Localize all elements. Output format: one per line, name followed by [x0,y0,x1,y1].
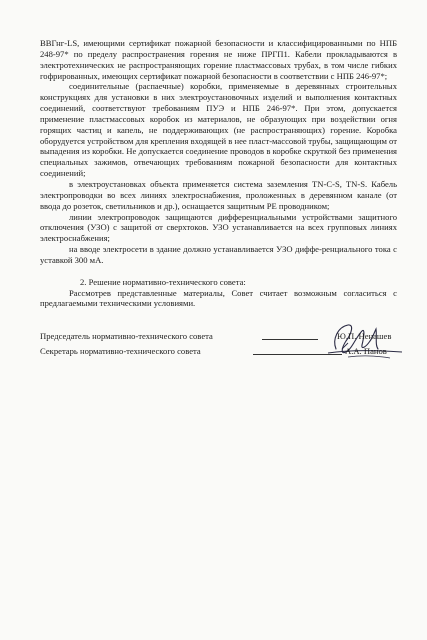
paragraph-rcd-protection: линии электропроводок защищаются дифференциальными устройствами защитного отключения (УЗО) с защитой от сверхтоков. УЗО устанавливается на всех групповых линиях электроснабжения; [40,211,397,244]
paragraph-grounding-system: в электроустановках объекта применяется система заземления TN-C-S, TN-S. Кабель электропроводки во всех линиях электроснабжения, проложенных в деревянном канале (от ввода до розеток, светильников и др.), оснащается защитным РЕ проводником; [40,178,397,211]
signature-row-secretary [40,346,397,361]
paragraph-junction-boxes: соединительные (распаечные) коробки, применяемые в деревянных строительных конструкциях для установки в них электроустановочных изделий и выполнения контактных соединений, соответствуют требованиям ПУЭ и НПБ 246-97*. При этом, допускается применение пластмассовых коробок из материалов, не образующих при воздействии огня горящих частиц и капель, не поддерживающих (не распространяющих) горение. Коробка оборудуется устройством для крепления входящей в нее пласт-массовой трубы, защищающим от выпадения из коробки. Не допускается соединение проводов в коробке скруткой без применения специальных зажимов, отвечающих требованиям пожарной безопасности для контактных соединений; [40,81,397,179]
signature-role: Секретарь нормативно-технического совета [40,346,201,357]
signature-line [262,339,318,340]
section-heading: 2. Решение нормативно-технического совета: [80,276,246,287]
paragraph-cable-requirements: ВВГнг-LS, имеющими сертификат пожарной безопасности и классифицированными по НПБ 248-97* по пределу распространения горения не ниже ПРГП1. Кабели прокладываются в электротехнических не распространяющих горение пластмассовых трубах, в том числе гибких гофрированных, имеющих сертификат пожарной безопасности в соответствии с НПБ 246-97*; [40,38,397,81]
paragraph-input-rcd: на вводе электросети в здание должно устанавливается УЗО диффе-ренциального тока с уставкой 300 мА. [40,244,397,265]
signature-block [40,331,397,371]
section-text: Рассмотрев представленные материалы, Совет считает возможным согласиться с предлагаемыми техническими условиями. [40,287,397,309]
signature-role: Председатель нормативно-технического совета [40,331,213,342]
document-body [40,38,397,266]
signature-line [253,354,342,355]
council-decision-section [40,277,397,310]
signature-name: А.А. Панов [345,346,387,357]
signature-name: Ю.П. Ненашев [337,331,392,342]
signature-row-chairman [40,331,397,346]
